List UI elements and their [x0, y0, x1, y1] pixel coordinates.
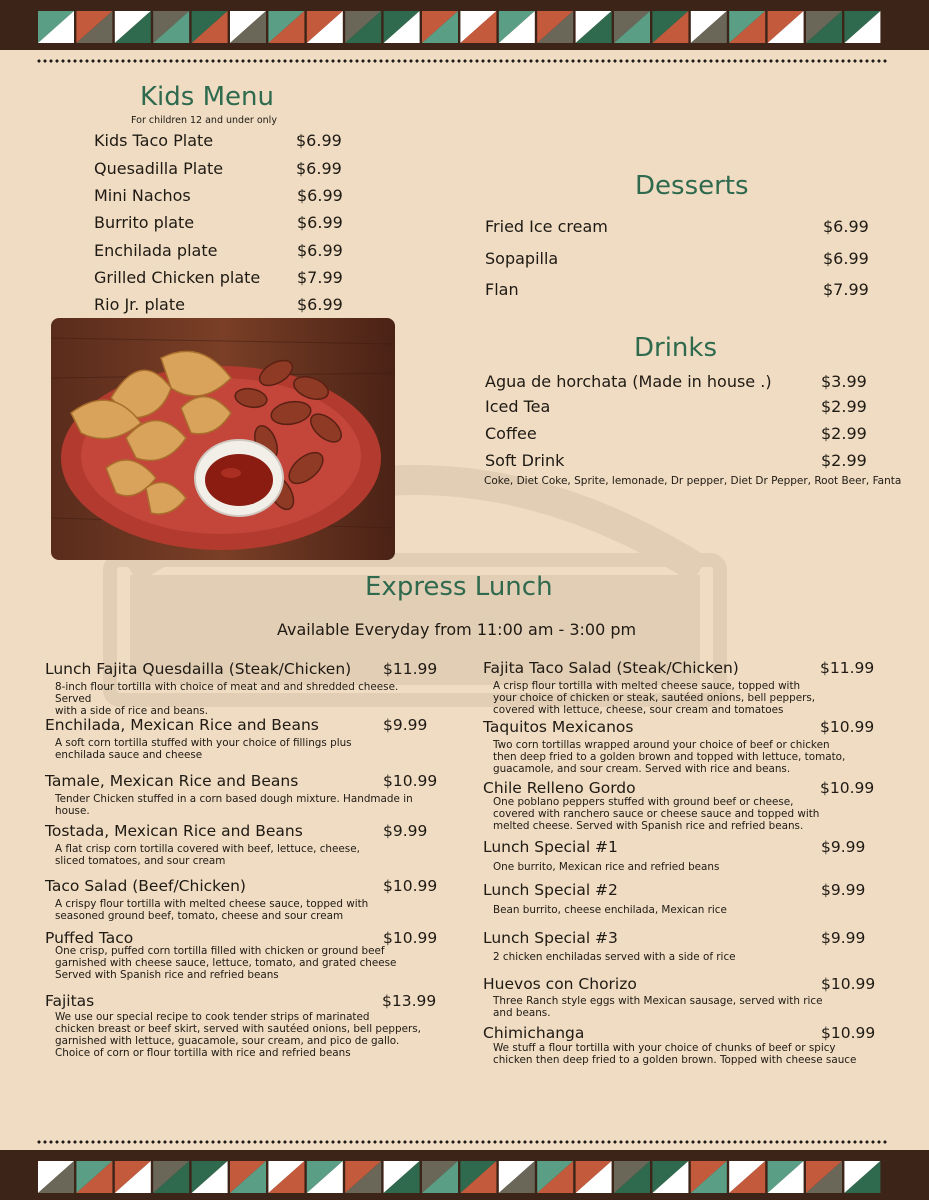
kids-menu-note: For children 12 and under only: [131, 115, 277, 126]
item-price: $11.99: [820, 659, 875, 677]
item-name: Taco Salad (Beef/Chicken): [45, 877, 246, 895]
item-name: Huevos con Chorizo: [483, 975, 637, 993]
bottom-triangle-pattern: [38, 1161, 890, 1193]
item-name: Iced Tea: [485, 397, 551, 416]
item-price: $10.99: [820, 779, 875, 797]
item-price: $9.99: [821, 838, 866, 856]
drinks-title: Drinks: [634, 333, 718, 363]
menu-row: [94, 241, 344, 265]
item-price: $9.99: [821, 881, 866, 899]
item-name: Chile Relleno Gordo: [483, 779, 636, 797]
menu-row: [94, 186, 344, 210]
kids-meal-photo: [51, 318, 395, 560]
item-description: 2 chicken enchiladas served with a side of rice: [493, 951, 736, 963]
item-price: $9.99: [821, 929, 866, 947]
item-price: $6.99: [297, 295, 343, 314]
item-name: Enchilada plate: [94, 241, 218, 260]
item-name: Lunch Special #3: [483, 929, 618, 947]
item-price: $3.99: [821, 372, 867, 391]
item-price: $10.99: [821, 1024, 876, 1042]
menu-row: [94, 213, 344, 237]
item-name: Kids Taco Plate: [94, 131, 214, 150]
item-price: $9.99: [383, 716, 428, 734]
menu-row: [485, 249, 869, 273]
item-price: $2.99: [821, 424, 867, 443]
top-dotted-rule: [36, 58, 888, 64]
item-price: $10.99: [383, 772, 438, 790]
item-description: We use our special recipe to cook tender strips of marinated chicken breast or beef skirt, served with sautéed onions, bell peppers, garnished with lettuce, guacamole, sour cream, and pico de gallo. Choice of corn or flour tortilla with rice and refried beans: [55, 1011, 421, 1059]
item-price: $13.99: [382, 992, 437, 1010]
item-name: Grilled Chicken plate: [94, 268, 261, 287]
item-name: Chimichanga: [483, 1024, 585, 1042]
item-name: Taquitos Mexicanos: [483, 718, 634, 736]
menu-row: [94, 295, 344, 319]
soft-drink-options: Coke, Diet Coke, Sprite, lemonade, Dr pepper, Diet Dr Pepper, Root Beer, Fanta: [484, 475, 902, 487]
item-price: $6.99: [297, 186, 343, 205]
item-description: One poblano peppers stuffed with ground beef or cheese, covered with ranchero sauce or cheese sauce and topped with melted cheese. Served with Spanish rice and refried beans.: [493, 796, 820, 832]
menu-row: [485, 424, 865, 448]
item-price: $10.99: [821, 975, 876, 993]
item-name: Sopapilla: [485, 249, 559, 268]
item-name: Puffed Taco: [45, 929, 134, 947]
item-name: Enchilada, Mexican Rice and Beans: [45, 716, 319, 734]
item-price: $6.99: [297, 241, 343, 260]
menu-row: [485, 217, 869, 241]
item-name: Quesadilla Plate: [94, 159, 224, 178]
item-description: Bean burrito, cheese enchilada, Mexican rice: [493, 904, 727, 916]
item-name: Lunch Special #2: [483, 881, 618, 899]
item-name: Agua de horchata (Made in house .): [485, 372, 772, 391]
item-price: $6.99: [823, 249, 869, 268]
item-description: Tender Chicken stuffed in a corn based dough mixture. Handmade in house.: [55, 793, 413, 817]
item-name: Fried Ice cream: [485, 217, 608, 236]
item-name: Rio Jr. plate: [94, 295, 185, 314]
item-name: Mini Nachos: [94, 186, 191, 205]
item-name: Coffee: [485, 424, 537, 443]
item-description: A crisp flour tortilla with melted cheese sauce, topped with your choice of chicken or steak, sautéed onions, bell peppers, covered with lettuce, cheese, sour cream and tomatoes: [493, 680, 816, 716]
item-name: Tostada, Mexican Rice and Beans: [45, 822, 303, 840]
top-pattern-band: [0, 0, 929, 50]
express-lunch-hours: Available Everyday from 11:00 am - 3:00 pm: [277, 620, 637, 639]
item-name: Burrito plate: [94, 213, 195, 232]
item-name: Lunch Special #1: [483, 838, 618, 856]
item-price: $10.99: [383, 877, 438, 895]
item-name: Flan: [485, 280, 519, 299]
item-name: Fajitas: [45, 992, 95, 1010]
item-description: One crisp, puffed corn tortilla filled with chicken or ground beef garnished with cheese sauce, lettuce, tomato, and grated cheese Served with Spanish rice and refried beans: [55, 945, 397, 981]
item-description: A soft corn tortilla stuffed with your choice of fillings plus enchilada sauce and cheese: [55, 737, 352, 761]
menu-row: [94, 159, 344, 183]
bottom-dotted-rule: [36, 1139, 888, 1145]
item-price: $7.99: [297, 268, 343, 287]
item-price: $10.99: [383, 929, 438, 947]
bottom-pattern-band: [0, 1150, 929, 1200]
item-name: Fajita Taco Salad (Steak/Chicken): [483, 659, 739, 677]
desserts-title: Desserts: [635, 171, 749, 201]
item-description: A crispy flour tortilla with melted cheese sauce, topped with seasoned ground beef, tomato, cheese and sour cream: [55, 898, 369, 922]
express-lunch-title: Express Lunch: [365, 572, 553, 602]
item-price: $11.99: [383, 660, 438, 678]
item-price: $2.99: [821, 451, 867, 470]
item-price: $6.99: [296, 131, 342, 150]
item-name: Tamale, Mexican Rice and Beans: [45, 772, 299, 790]
item-description: 8-inch flour tortilla with choice of meat and and shredded cheese. Served with a side of rice and beans.: [55, 681, 399, 717]
item-description: Three Ranch style eggs with Mexican sausage, served with rice and beans.: [493, 995, 823, 1019]
item-price: $2.99: [821, 397, 867, 416]
item-price: $6.99: [296, 159, 342, 178]
menu-row: [485, 372, 865, 396]
kids-menu-title: Kids Menu: [140, 82, 274, 112]
top-triangle-pattern: [38, 11, 890, 43]
item-price: $6.99: [297, 213, 343, 232]
item-price: $6.99: [823, 217, 869, 236]
menu-row: [94, 268, 344, 292]
menu-row: [485, 451, 865, 475]
item-name: Lunch Fajita Quesdailla (Steak/Chicken): [45, 660, 352, 678]
item-description: We stuff a flour tortilla with your choice of chunks of beef or spicy chicken then deep fried to a golden brown. Topped with cheese sauce: [493, 1042, 857, 1066]
item-description: Two corn tortillas wrapped around your choice of beef or chicken then deep fried to a golden brown and topped with lettuce, tomato, guacamole, and sour cream. Served with rice and beans.: [493, 739, 846, 775]
item-price: $10.99: [820, 718, 875, 736]
menu-row: [485, 280, 869, 304]
item-price: $7.99: [823, 280, 869, 299]
menu-row: [94, 131, 344, 155]
menu-row: [485, 397, 865, 421]
item-name: Soft Drink: [485, 451, 565, 470]
item-description: One burrito, Mexican rice and refried beans: [493, 861, 720, 873]
item-price: $9.99: [383, 822, 428, 840]
item-description: A flat crisp corn tortilla covered with beef, lettuce, cheese, sliced tomatoes, and sour cream: [55, 843, 360, 867]
